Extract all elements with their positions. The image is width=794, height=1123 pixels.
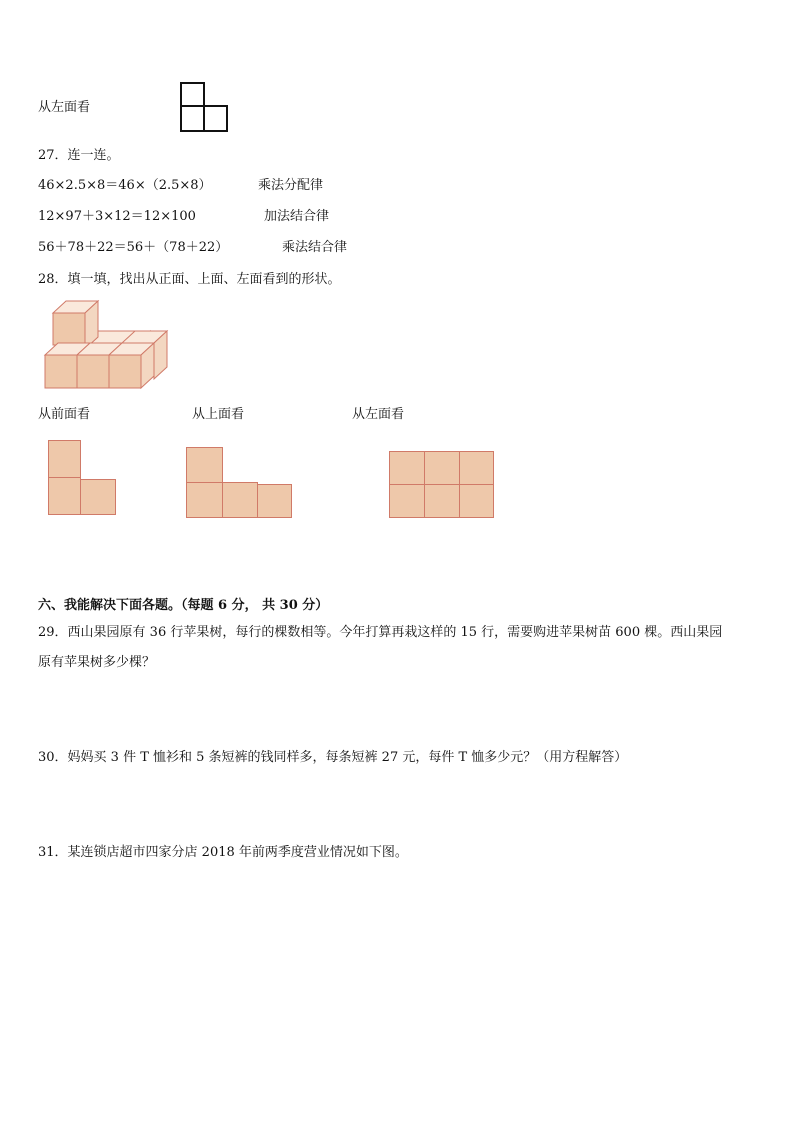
q29-line-1: 29．西山果园原有 36 行苹果树，每行的棵数相等。今年打算再栽这样的 15 行，需要购进苹果树苗 600 棵。西山果园 [38, 625, 723, 640]
q31-text: 31．某连锁店超市四家分店 2018 年前两季度营业情况如下图。 [38, 845, 408, 860]
front-view-shape [48, 440, 118, 518]
cube-stack-figure [40, 300, 175, 392]
q27-law-1[interactable]: 乘法分配律 [258, 178, 324, 193]
left-view-label: 从左面看 [38, 100, 91, 115]
top-view-shape [186, 447, 294, 521]
view-label-top: 从上面看 [192, 407, 245, 422]
left-view-outline-figure [180, 82, 230, 134]
q29-line-2: 原有苹果树多少棵？ [38, 655, 156, 670]
q28-title: 28．填一填，找出从正面、上面、左面看到的形状。 [38, 272, 341, 287]
view-label-front: 从前面看 [38, 407, 91, 422]
section-6-heading: 六、我能解决下面各题。（每题 6 分， 共 30 分） [38, 598, 329, 613]
left-view-shape [389, 451, 497, 521]
view-label-left: 从左面看 [352, 407, 405, 422]
q27-expr-2: 12×97＋3×12＝12×100 [38, 209, 196, 224]
q30-text: 30．妈妈买 3 件 T 恤衫和 5 条短裤的钱同样多，每条短裤 27 元，每件 T 恤多少元？（用方程解答） [38, 750, 628, 765]
q27-law-3[interactable]: 乘法结合律 [282, 240, 348, 255]
q27-expr-3: 56＋78＋22＝56＋（78＋22） [38, 240, 229, 255]
q27-expr-1: 46×2.5×8＝46×（2.5×8） [38, 178, 212, 193]
q27-title: 27．连一连。 [38, 148, 120, 163]
q27-law-2[interactable]: 加法结合律 [264, 209, 330, 224]
